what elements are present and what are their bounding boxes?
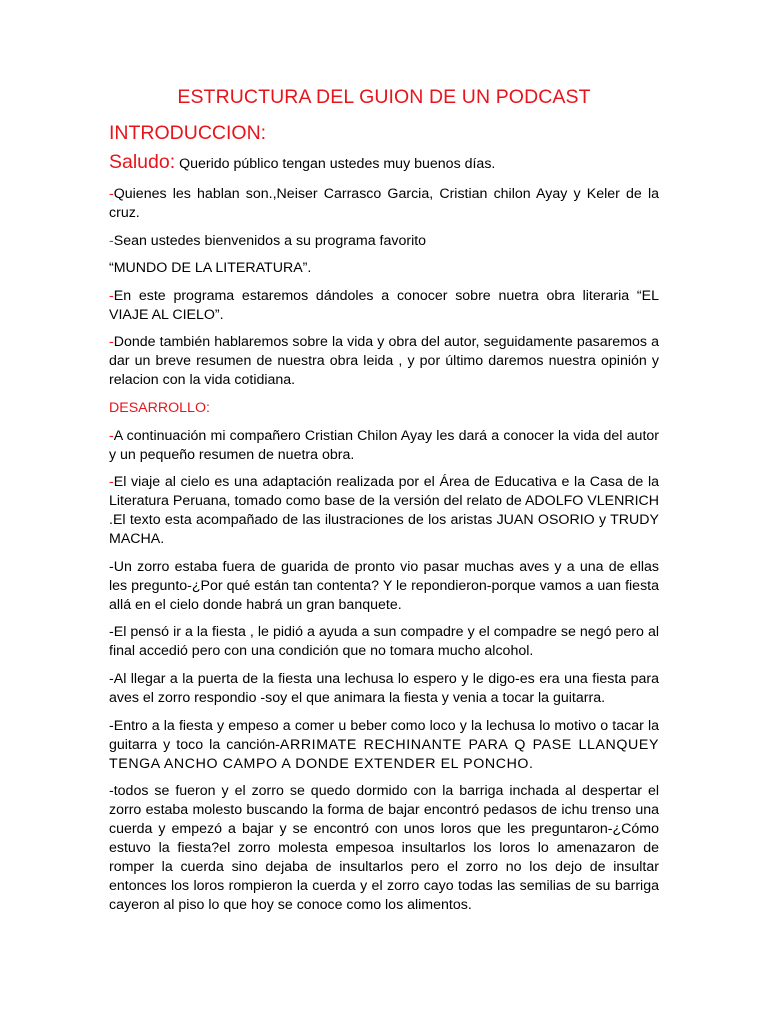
paragraph-text: El viaje al cielo es una adaptación realizada por el Área de Educativa e la Casa de la Literatura Peruana, tomado como base de la versión del relato de ADOLFO VLENRICH .El texto esta acompañado de las ilustraciones de los aristas JUAN OSORIO y TRUDY MACHA. (109, 474, 659, 548)
saludo-label: Saludo: (109, 151, 176, 173)
desarrollo-paragraph (109, 427, 659, 465)
paragraph-dash: - (109, 334, 114, 351)
paragraph-text: -El pensó ir a la fiesta , le pidió a ayuda a sun compadre y el compadre se negó pero al final accedió pero con una condición que no tomara mucho alcohol. (109, 624, 659, 660)
paragraph-dash: - (109, 287, 114, 304)
desarrollo-paragraph (109, 782, 659, 915)
paragraph-text: Quienes les hablan son.,Neiser Carrasco Garcia, Cristian chilon Ayay y Keler de la cruz. (109, 186, 659, 221)
song-title-text: ARRIMATE RECHINANTE PARA Q PASE LLANQUEY TENGA ANCHO CAMPO A DONDE EXTENDER EL PONCHO. (109, 736, 660, 772)
document-title: ESTRUCTURA DEL GUION DE UN PODCAST (177, 86, 591, 108)
paragraph-text: Sean ustedes bienvenidos a su programa favorito (113, 232, 427, 249)
paragraph-text: En este programa estaremos dándoles a conocer sobre nuetra obra literaria “EL VIAJE AL CIELO”. (109, 287, 659, 323)
intro-paragraph (109, 232, 659, 251)
desarrollo-heading: DESARROLLO: (109, 399, 210, 416)
paragraph-text: “MUNDO DE LA LITERATURA”. (109, 260, 312, 277)
paragraph-dash: - (109, 474, 114, 491)
desarrollo-paragraph (109, 558, 659, 615)
intro-paragraph (109, 333, 659, 390)
paragraph-dash: - (109, 186, 114, 202)
paragraph-text: -Entro a la fiesta y empeso a comer u beber como loco y la lechusa lo motivo o tacar la guitarra y toco la canción- (109, 717, 659, 753)
paragraph-dash: - (109, 427, 114, 444)
saludo-text: Querido público tengan ustedes muy buenos días. (175, 156, 496, 172)
desarrollo-paragraph (109, 623, 659, 661)
intro-paragraph (109, 287, 659, 325)
paragraph-text: A continuación mi compañero Cristian Chilon Ayay les dará a conocer la vida del autor y un pequeño resumen de nuetra obra. (109, 427, 659, 463)
intro-paragraph (109, 259, 659, 278)
introduccion-heading: INTRODUCCION: (109, 122, 267, 144)
paragraph-text: -Al llegar a la puerta de la fiesta una lechusa lo espero y le digo-es era una fiesta para aves el zorro respondio -soy el que animara la fiesta y venia a tocar la guitarra. (109, 670, 659, 706)
desarrollo-paragraph (109, 717, 659, 774)
paragraph-dash: - (109, 232, 114, 249)
intro-paragraph (109, 185, 659, 223)
paragraph-text: -Un zorro estaba fuera de guarida de pronto vio pasar muchas aves y a una de ellas les pregunto-¿Por qué están tan contenta? Y le repondieron-porque vamos a uan fiesta allá en el cielo donde habrá un gran banquete. (109, 558, 659, 613)
desarrollo-paragraph (109, 670, 659, 708)
saludo-line (109, 150, 659, 176)
paragraph-text: Donde también hablaremos sobre la vida y obra del autor, seguidamente pasaremos a dar un breve resumen de nuestra obra leida , y por último daremos nuestra opinión y relacion con la vida cotidiana. (109, 334, 659, 389)
document-page (109, 84, 659, 924)
desarrollo-paragraph (109, 473, 659, 549)
paragraph-text: -todos se fueron y el zorro se quedo dormido con la barriga inchada al despertar el zorro estaba molesto buscando la forma de bajar encontró pedasos de ichu trenso una cuerda y empezó a bajar y se encontró con unos loros que les preguntaron-¿Cómo estuvo la fiesta?el zorro molesta empesoa insultarlos los loros lo amenazaron de romper la cuerda sino dejaba de insultarlos pero el zorro no los dejo de insultar entonces los loros rompieron la cuerda y el zorro cayo todas las semilias de su barriga cayeron al piso lo que hoy se conoce como los alimentos. (109, 783, 659, 914)
